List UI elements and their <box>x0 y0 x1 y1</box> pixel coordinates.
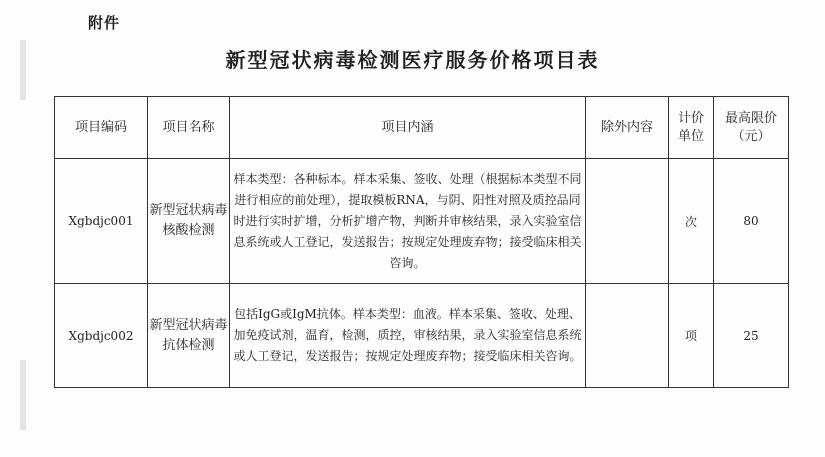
table-row <box>55 284 789 388</box>
attachment-label: 附件 <box>88 14 121 32</box>
cell-unit: 项 <box>669 284 714 388</box>
cell-content: 样本类型：各种标本。样本采集、签收、处理（根据标本类型不同进行相应的前处理），提取模板RNA，与阴、阳性对照及质控品同时进行实时扩增，分析扩增产物，判断并审核结果，录入实验室信息系统或人工登记，发送报告；按规定处理废弃物；接受临床相关咨询。 <box>230 159 586 284</box>
header-content: 项目内涵 <box>230 97 586 159</box>
cell-code: Xgbdjc002 <box>55 284 148 388</box>
cell-code: Xgbdjc001 <box>55 159 148 284</box>
header-exclusions: 除外内容 <box>586 97 669 159</box>
price-table <box>54 96 789 388</box>
header-unit: 计价单位 <box>669 97 714 159</box>
cell-name: 新型冠状病毒抗体检测 <box>148 284 230 388</box>
cell-exclusions <box>586 159 669 284</box>
cell-max-price: 25 <box>714 284 789 388</box>
header-code: 项目编码 <box>55 97 148 159</box>
header-max-price: 最高限价（元） <box>714 97 789 159</box>
scan-edge-mark <box>20 360 26 430</box>
cell-name: 新型冠状病毒核酸检测 <box>148 159 230 284</box>
table-row <box>55 159 789 284</box>
header-name: 项目名称 <box>148 97 230 159</box>
table-header-row <box>55 97 789 159</box>
cell-exclusions <box>586 284 669 388</box>
document-title: 新型冠状病毒检测医疗服务价格项目表 <box>225 48 600 72</box>
cell-unit: 次 <box>669 159 714 284</box>
cell-max-price: 80 <box>714 159 789 284</box>
cell-content: 包括IgG或IgM抗体。样本类型：血液。样本采集、签收、处理、加免疫试剂，温育，检测，质控，审核结果，录入实验室信息系统或人工登记，发送报告；按规定处理废弃物；接受临床相关咨询。 <box>230 284 586 388</box>
